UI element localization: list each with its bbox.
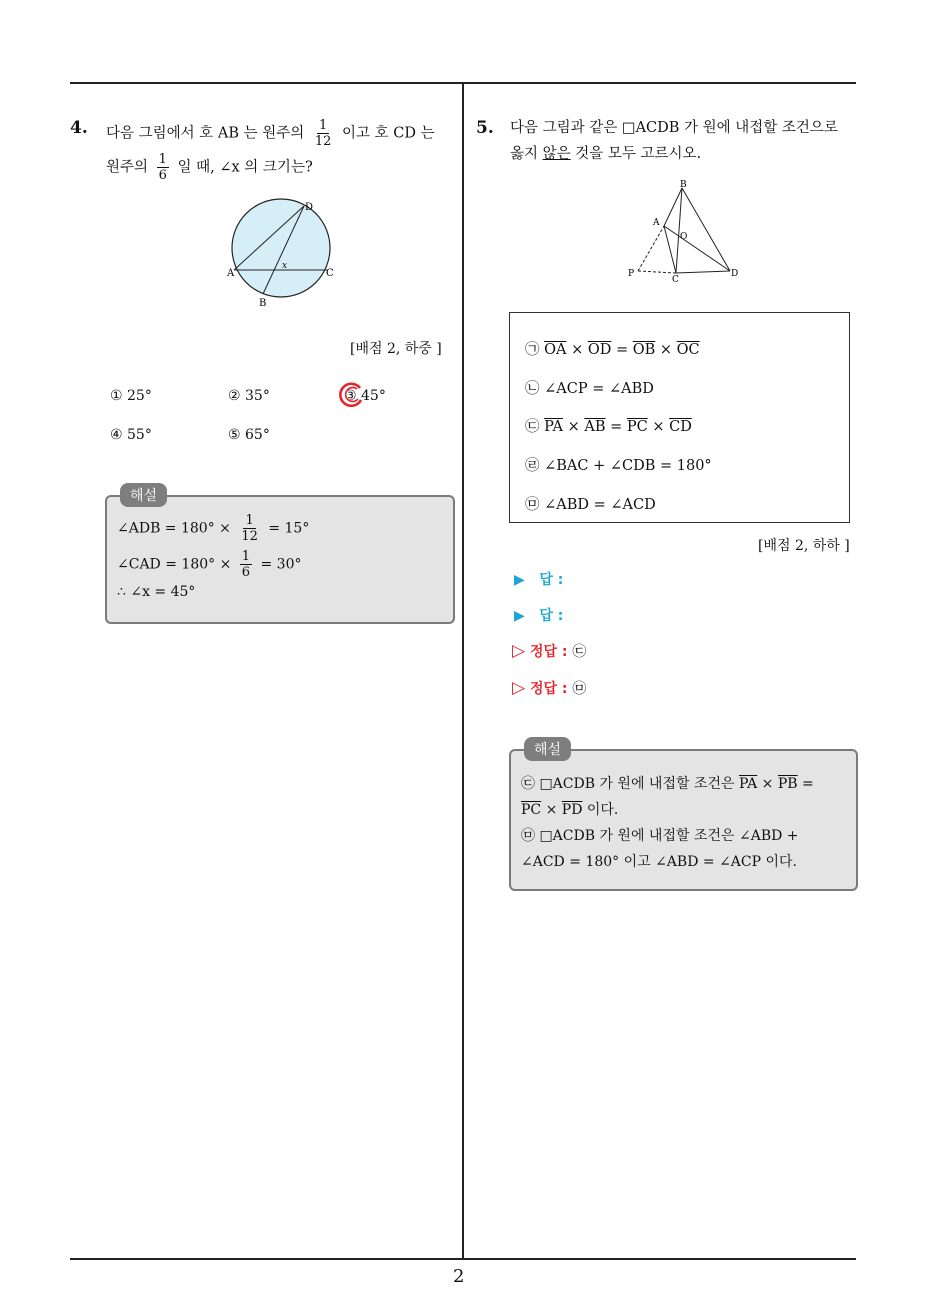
q5-condition-3[interactable] (525, 415, 692, 436)
q5-label-b: B (680, 180, 687, 190)
q4-choice-3[interactable]: ③ 45° (344, 388, 386, 404)
q5-text-line1: 다음 그림과 같은 □ACDB 가 원에 내접할 조건으로 (510, 120, 838, 136)
q5-condition-5[interactable] (525, 493, 656, 514)
math-text: × (566, 342, 588, 358)
q4-choice-5[interactable]: ⑤ 65° (228, 427, 270, 443)
q4-text-c: 원주의 (106, 159, 149, 176)
q5-number: 5. (476, 118, 494, 138)
overline-segment: $\overline{PA}$ (544, 419, 564, 435)
play-arrow-icon: ▶ (514, 608, 525, 624)
q4-solution-tag: 해설 (120, 483, 167, 507)
q5-quadrilateral-figure (624, 178, 748, 284)
q5-condition-4[interactable] (525, 454, 712, 475)
overline-segment: $\overline{OA}$ (544, 342, 567, 358)
overline-segment: $\overline{PA}$ (738, 776, 758, 792)
outline-arrow-icon: ▷ (512, 641, 526, 661)
q5-correct-row-1: ▷ 정답 : ㉢ (512, 641, 587, 661)
q4-choice-2[interactable]: ② 35° (228, 388, 270, 404)
math-text: = (605, 419, 627, 435)
math-text: × (647, 419, 670, 435)
q5-text-line2: 옳지 않은 것을 모두 고르시오. (510, 146, 702, 162)
q4-text-line2 (106, 152, 313, 183)
q5-label-c: C (672, 275, 679, 284)
overline-segment: $\overline{CD}$ (669, 419, 692, 435)
q5-solution-line1 (521, 773, 814, 793)
q4-fraction-1: $\frac{1}{12}$ (314, 118, 332, 149)
q4-solution-line1: ∠ADB = 180° × $\frac{1}{12}$ = 15° (117, 513, 310, 544)
q4-label-x: x (282, 261, 288, 271)
math-text: × (655, 342, 677, 358)
q4-label-d: D (305, 202, 314, 213)
play-arrow-icon: ▶ (514, 572, 525, 588)
q4-number: 4. (70, 118, 88, 138)
math-text: × (757, 776, 778, 792)
q5-answer-row-1: ▶ 답 : (514, 572, 564, 588)
overline-segment: $\overline{OC}$ (676, 342, 700, 358)
column-divider (462, 83, 464, 1259)
overline-segment: $\overline{PC}$ (521, 802, 542, 818)
q4-label-b: B (259, 298, 267, 308)
overline-segment: $\overline{OD}$ (587, 342, 612, 358)
math-text: 이다. (582, 802, 619, 818)
outline-arrow-icon: ▷ (512, 678, 526, 698)
q4-text-b: 이고 호 CD 는 (342, 125, 435, 142)
q5-correct-value-2: ㉤ (572, 681, 587, 697)
q4-text-d: 일 때, ∠x 의 크기는? (177, 159, 313, 176)
condition-mark: ㉣ (525, 458, 545, 474)
bottom-rule (70, 1258, 856, 1260)
q5-label-a: A (653, 218, 660, 228)
q4-choice-1[interactable]: ① 25° (110, 388, 152, 404)
q4-label-a: A (227, 268, 235, 279)
math-text: × (563, 419, 585, 435)
q5-condition-2[interactable] (525, 377, 654, 398)
q5-correct-row-2: ▷ 정답 : ㉤ (512, 678, 587, 698)
page-number: 2 (453, 1266, 465, 1287)
q5-label-o: O (680, 232, 688, 242)
overline-segment: $\overline{OB}$ (632, 342, 656, 358)
q5-score: [배점 2, 하하 ] (758, 538, 850, 554)
math-text: ∠ACP = ∠ABD (544, 381, 654, 397)
q5-answer-row-2: ▶ 답 : (514, 608, 564, 624)
overline-segment: $\overline{PB}$ (777, 776, 798, 792)
math-text: ㉢ □ACDB 가 원에 내접할 조건은 (521, 776, 739, 792)
answer-circle-mark-icon (336, 380, 366, 410)
math-text: = (611, 342, 633, 358)
q5-solution-tag: 해설 (524, 737, 571, 761)
q4-circle-figure (222, 196, 342, 308)
q4-choice-4[interactable]: ④ 55° (110, 427, 152, 443)
condition-mark: ㉤ (525, 497, 545, 513)
math-text: ∠BAC + ∠CDB = 180° (544, 458, 712, 474)
q4-text-a: 다음 그림에서 호 AB 는 원주의 (106, 125, 305, 142)
overline-segment: $\overline{AB}$ (584, 419, 606, 435)
q5-label-p: P (628, 269, 635, 279)
q4-solution-line2: ∠CAD = 180° × $\frac{1}{6}$ = 30° (117, 549, 302, 580)
math-text: = (797, 776, 814, 792)
math-text: ∠ABD = ∠ACD (544, 497, 656, 513)
q5-label-d: D (731, 269, 739, 279)
q4-label-c: C (326, 268, 334, 279)
q4-score: [배점 2, 하중 ] (350, 341, 442, 357)
condition-mark: ㉢ (525, 419, 545, 435)
q5-correct-value-1: ㉢ (572, 644, 587, 660)
q4-solution-line3: ∴ ∠x = 45° (117, 584, 196, 600)
q5-solution-line2 (521, 799, 618, 819)
overline-segment: $\overline{PD}$ (561, 802, 583, 818)
q4-text-line1 (106, 118, 435, 149)
condition-mark: ㉡ (525, 381, 545, 397)
q5-solution-line4: ∠ACD = 180° 이고 ∠ABD = ∠ACP 이다. (521, 854, 797, 870)
q5-condition-1[interactable] (525, 338, 700, 359)
q4-fraction-2: $\frac{1}{6}$ (158, 152, 167, 183)
overline-segment: $\overline{PC}$ (626, 419, 648, 435)
condition-mark: ㉠ (525, 342, 545, 358)
q5-solution-line3: ㉤ □ACDB 가 원에 내접할 조건은 ∠ABD + (521, 828, 799, 844)
math-text: × (541, 802, 562, 818)
